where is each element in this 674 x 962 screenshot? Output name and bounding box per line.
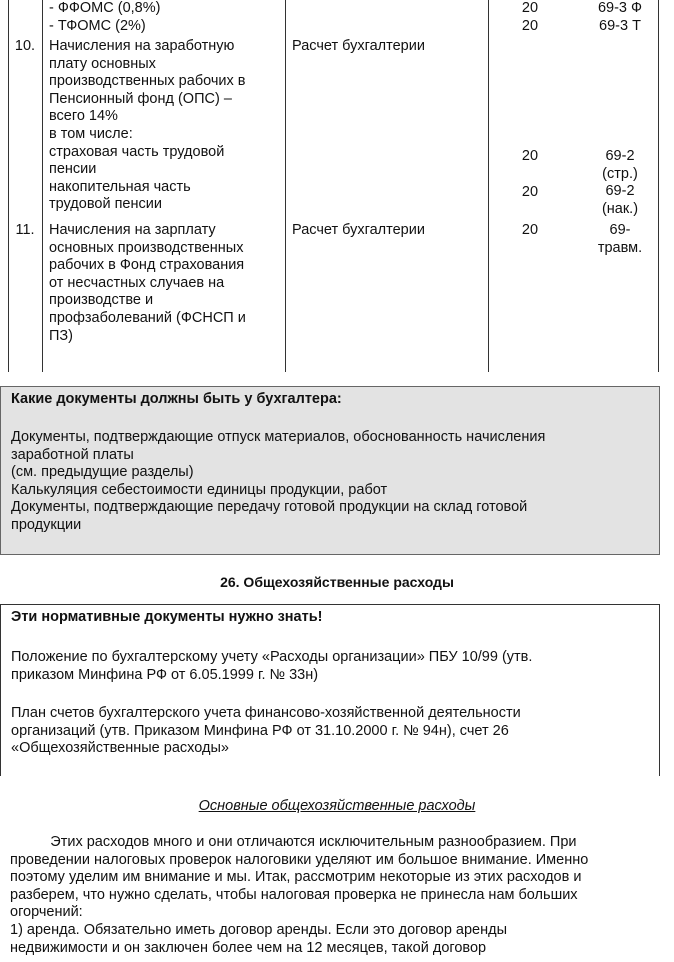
table-row-subaccount: 69- травм. <box>597 222 643 256</box>
section-title: 26. Общехозяйственные расходы <box>220 574 454 590</box>
normative-doc-chart-of-accounts: План счетов бухгалтерского учета финансово-хозяйственной деятельности организаций (утв. Приказом Минфина РФ от 31.10.2000 г. № 94н), счет 26 «Общехозяйственные расходы» <box>11 705 521 757</box>
table-row-source: Расчет бухгалтерии <box>292 222 425 238</box>
table-row-account: 20 <box>521 184 539 200</box>
table-row-source: Расчет бухгалтерии <box>292 38 425 54</box>
table-row-number: 10. <box>14 38 36 54</box>
normative-documents-title: Эти нормативные документы нужно знать! <box>11 609 323 625</box>
table-border-left <box>8 0 9 372</box>
table-row-subaccount: 69-3 Ф 69-3 Т <box>597 0 643 34</box>
table-row-account: 20 20 <box>521 0 539 34</box>
table-row-desc: - ФФОМС (0,8%) - ТФОМС (2%) <box>49 0 161 34</box>
required-documents-title: Какие документы должны быть у бухгалтера: <box>11 391 342 407</box>
table-row-number: 11. <box>15 222 35 238</box>
table-border-source <box>488 0 489 372</box>
normative-documents-box <box>0 604 660 776</box>
table-border-desc <box>285 0 286 372</box>
table-row-account: 20 <box>521 148 539 164</box>
table-row-desc: Начисления на зарплату основных производственных рабочих в Фонд страхования от несчастных случаев на производстве и профзаболеваний (ФСНСП и ПЗ) <box>49 222 246 344</box>
table-border-num <box>42 0 43 372</box>
table-row-account: 20 <box>521 222 539 238</box>
table-row-subaccount: 69-2 (стр.) 69-2 (нак.) <box>601 148 639 217</box>
normative-doc-pbu: Положение по бухгалтерскому учету «Расходы организации» ПБУ 10/99 (утв. приказом Минфина РФ от 6.05.1999 г. № 33н) <box>11 649 533 683</box>
required-documents-list: Документы, подтверждающие отпуск материалов, обоснованность начисления заработной платы (см. предыдущие разделы) Калькуляция себестоимости единицы продукции, работ Документы, подтверждающие передачу готовой продукции на склад готовой продукции <box>11 429 546 533</box>
subsection-title: Основные общехозяйственные расходы <box>198 798 476 814</box>
required-documents-box <box>0 386 660 555</box>
table-row-desc: Начисления на заработную плату основных производственных рабочих в Пенсионный фонд (ОПС) – всего 14% в том числе: страховая часть трудовой пенсии накопительная часть трудовой пенсии <box>49 38 246 213</box>
body-paragraph: Этих расходов много и они отличаются исключительным разнообразием. При проведении налоговых проверок налоговики уделяют им большое внимание. Именно поэтому уделим им внимание и мы. Итак, рассмотрим некоторые из этих расходов и разберем, что нужно сделать, чтобы налоговая проверка не принесла нам больших огорчений: 1) аренда. Обязательно иметь договор аренды. Если это договор аренды недвижимости и он заключен более чем на 12 месяцев, такой договор <box>10 834 589 956</box>
